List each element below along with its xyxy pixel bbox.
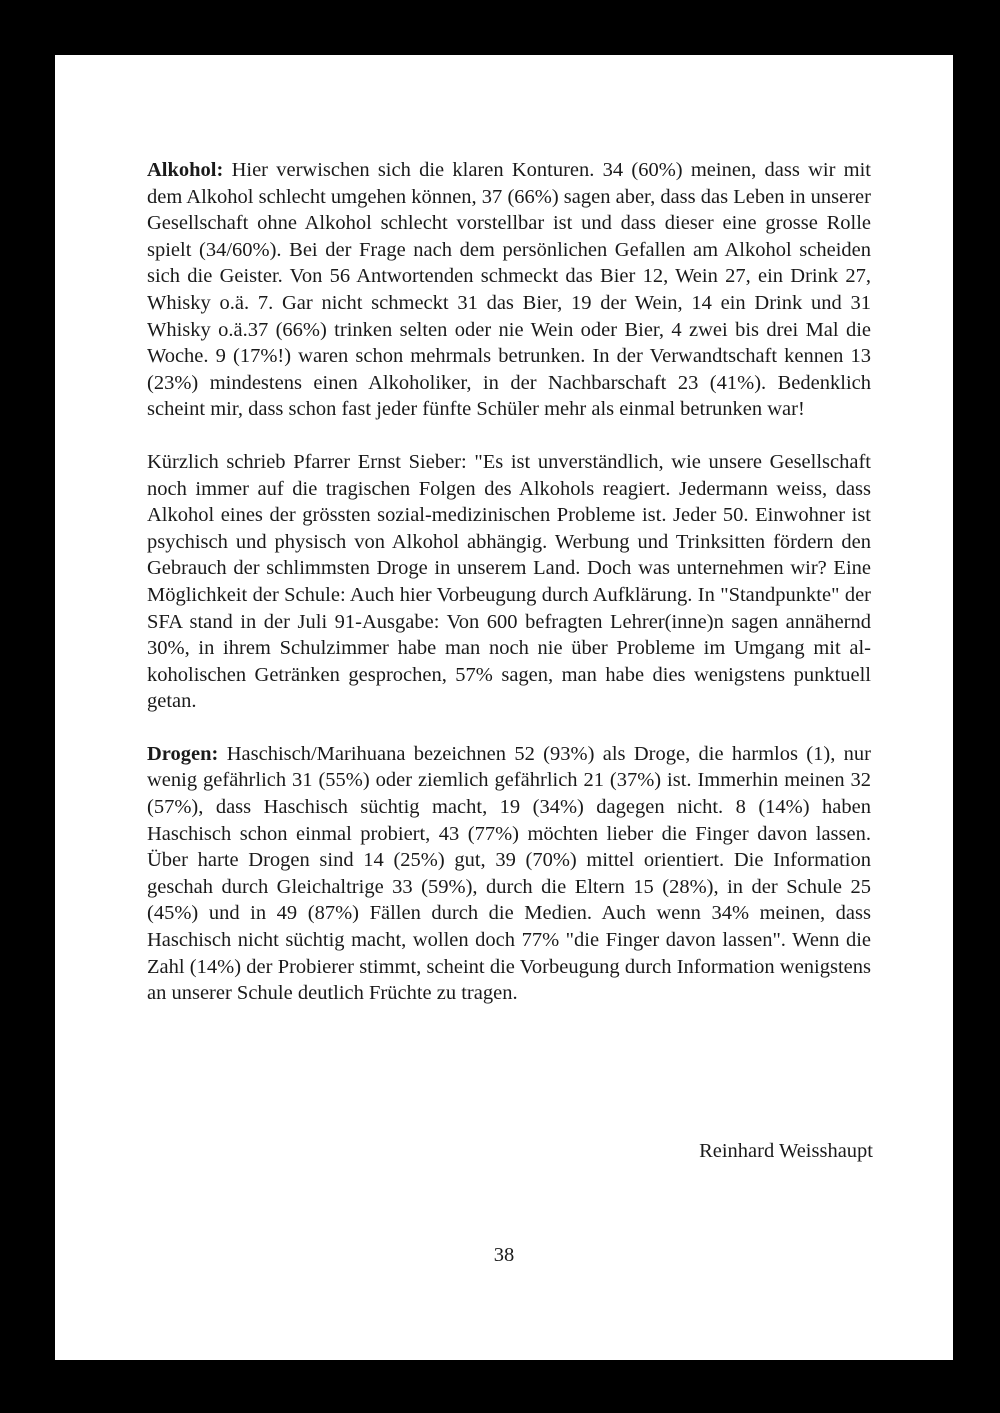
- article-body: [147, 157, 871, 1033]
- paragraph-alkohol: [147, 157, 871, 423]
- document-page: [55, 55, 953, 1360]
- author-signature: Reinhard Weisshaupt: [699, 1140, 873, 1162]
- paragraph-drogen: [147, 741, 871, 1007]
- paragraph-drogen-text: Haschisch/Marihuana bezeichnen 52 (93%) als Droge, die harmlos (1), nur wenig gefährlich 31 (55%) oder ziemlich gefährlich 21 (37%) ist. Immerhin meinen 32 (57%), dass Haschisch süchtig macht, 19 (34%) dagegen nicht. 8 (14%) haben Haschisch schon einmal probiert, 43 (77%) möchten lieber die Finger davon lassen. Über harte Drogen sind 14 (25%) gut, 39 (70%) mittel orientiert. Die Information geschah durch Gleichaltrige 33 (59%), durch die Eltern 15 (28%), in der Schule 25 (45%) und in 49 (87%) Fällen durch die Medien. Auch wenn 34% meinen, dass Haschisch nicht süchtig macht, wollen doch 77% "die Finger davon lassen". Wenn die Zahl (14%) der Probierer stimmt, scheint die Vorbeugung durch Information wenigstens an unserer Schule deutlich Früchte zu tragen.: [147, 742, 871, 1005]
- paragraph-sieber-quote: [147, 449, 871, 715]
- paragraph-sieber-quote-text: Kürzlich schrieb Pfarrer Ernst Sieber: "Es ist unverständlich, wie unsere Gesellschaft noch immer auf die tragischen Folgen des Alkohols reagiert. Jedermann weiss, dass Alkohol eines der grössten sozial-medizinischen Probleme ist. Jeder 50. Einwohner ist psychisch und physisch von Alkohol abhängig. Werbung und Trinksitten fördern den Gebrauch der schlimmsten Droge in unserem Land. Doch was unternehmen wir? Eine Möglichkeit der Schule: Auch hier Vorbeugung durch Aufklärung. In "Standpunkte" der SFA stand in der Juli 91-Ausgabe: Von 600 befragten Lehrer(inne)n sagen annähernd 30%, in ihrem Schulzimmer habe man noch nie über Probleme im Umgang mit alkoholischen Getränken gesprochen, 57% sagen, man habe dies wenigstens punktuell getan.: [147, 450, 871, 713]
- paragraph-alkohol-text: Hier verwischen sich die klaren Konturen. 34 (60%) meinen, dass wir mit dem Alkohol schlecht umgehen können, 37 (66%) sagen aber, dass das Leben in unserer Gesellschaft ohne Alkohol schlecht vorstellbar ist und dass dieser eine grosse Rolle spielt (34/60%). Bei der Frage nach dem persönlichen Gefallen am Alkohol scheiden sich die Geister. Von 56 Antwortenden schmeckt das Bier 12, Wein 27, ein Drink 27, Whisky o.ä. 7. Gar nicht schmeckt 31 das Bier, 19 der Wein, 14 ein Drink und 31 Whisky o.ä.37 (66%) trinken selten oder nie Wein oder Bier, 4 zwei bis drei Mal die Woche. 9 (17%!) waren schon mehrmals betrunken. In der Verwandtschaft kennen 13 (23%) mindestens einen Alkoholiker, in der Nachbarschaft 23 (41%). Bedenklich scheint mir, dass schon fast jeder fünfte Schüler mehr als einmal betrunken war!: [147, 159, 871, 421]
- heading-alkohol: Alkohol:: [147, 159, 224, 181]
- heading-drogen: Drogen:: [147, 742, 219, 765]
- page-number: 38: [493, 1244, 515, 1266]
